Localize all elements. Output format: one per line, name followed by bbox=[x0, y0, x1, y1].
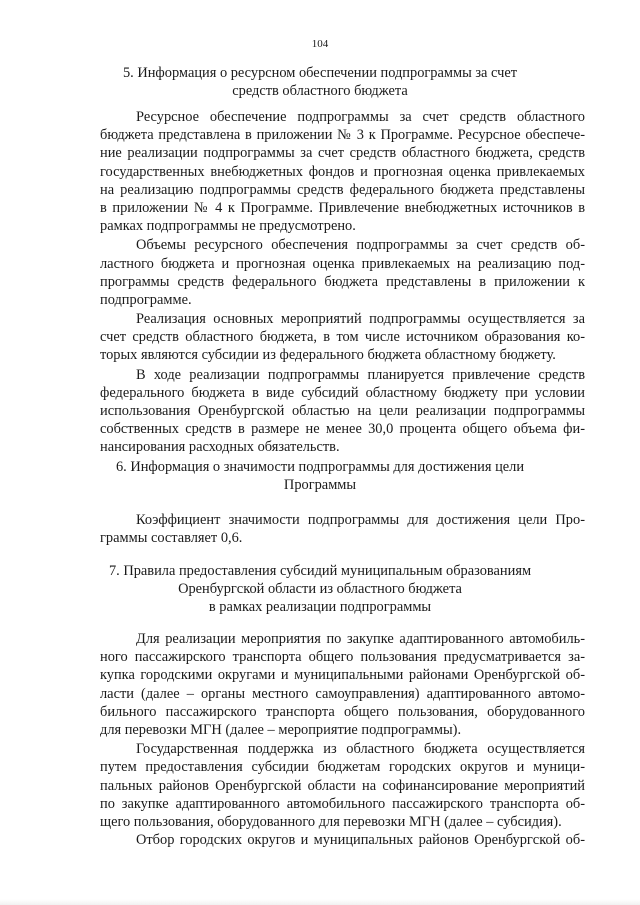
text-line: ластного бюджета и прогнозная оценка привлекаемых на реализацию под- bbox=[100, 255, 585, 272]
page-number: 104 bbox=[311, 38, 329, 50]
section-6-heading bbox=[100, 458, 540, 494]
text-line: купка городскими округами и муниципальными районами Оренбургской об- bbox=[100, 667, 585, 684]
text-line: ние реализации подпрограммы за счет средств областного бюджета, средств bbox=[100, 145, 585, 162]
text-line: государственных внебюджетных фондов и прогнозная оценка привлекаемых bbox=[100, 163, 585, 180]
text-line: рамках подпрограммы не предусмотрено. bbox=[100, 218, 356, 235]
paragraph bbox=[100, 310, 585, 365]
paragraph bbox=[100, 740, 585, 831]
text-line: торых являются субсидии из федерального бюджета областному бюджету. bbox=[100, 347, 556, 364]
text-line: Реализация основных мероприятий подпрограммы осуществляется за bbox=[136, 311, 585, 328]
text-line: использования Оренбургской областью на цели реализации подпрограммы bbox=[100, 403, 585, 419]
paragraph bbox=[100, 366, 585, 457]
text-line: на реализацию подпрограммы средств федерального бюджета представлены bbox=[100, 181, 585, 198]
text-line: щего пользования, оборудованного для перевозки МГН (далее – субсидия). bbox=[100, 813, 562, 830]
text-line: ного пассажирского транспорта общего пользования предусматривается за- bbox=[100, 649, 585, 666]
text-line: бюджета представлена в приложении № 3 к Программе. Ресурсное обеспече- bbox=[100, 127, 585, 144]
text-line: пальных районов Оренбургской области на софинансирование мероприятий bbox=[100, 777, 585, 794]
text-line: Коэффициент значимости подпрограммы для достижения цели Про- bbox=[136, 512, 585, 528]
heading-line: в рамках реализации подпрограммы bbox=[208, 599, 432, 615]
scan-edge-shadow bbox=[0, 899, 640, 905]
text-line: по закупке адаптированного автомобильного пассажирского транспорта об- bbox=[100, 795, 585, 812]
text-line: Ресурсное обеспечение подпрограммы за счет средств областного bbox=[136, 109, 585, 125]
section-7-body bbox=[100, 630, 585, 849]
heading-line: 7. Правила предоставления субсидий муниципальным образованиям bbox=[108, 563, 532, 579]
text-line: ласти (далее – органы местного самоуправления) адаптированного автомо- bbox=[100, 685, 585, 702]
paragraph bbox=[100, 630, 585, 739]
section-7-heading bbox=[100, 562, 540, 616]
text-line: путем предоставления субсидии бюджетам городских округов и муници- bbox=[100, 759, 585, 776]
text-line: федерального бюджета в виде субсидий областному бюджету при условии bbox=[100, 384, 585, 401]
heading-line: средств областного бюджета bbox=[232, 83, 408, 99]
text-line: счет средств областного бюджета, в том числе источником образования ко- bbox=[100, 329, 585, 346]
text-line: В ходе реализации подпрограммы планируется привлечение средств bbox=[136, 366, 585, 383]
text-line: собственных средств в размере не менее 30,0 процента общего объема фи- bbox=[100, 421, 585, 438]
text-line: для перевозки МГН (далее – мероприятие подпрограммы). bbox=[100, 721, 462, 738]
text-line: нансирования расходных обязательств. bbox=[100, 439, 340, 456]
text-line: Для реализации мероприятия по закупке адаптированного автомобиль- bbox=[136, 631, 585, 647]
section-5-heading bbox=[100, 64, 540, 100]
text-line: Объемы ресурсного обеспечения подпрограммы за счет средств об- bbox=[136, 237, 585, 254]
text-line: программы средств федерального бюджета представлены в приложении к bbox=[100, 273, 585, 290]
paragraph bbox=[100, 108, 585, 235]
text-line: Отбор городских округов и муниципальных районов Оренбургской об- bbox=[136, 832, 585, 849]
heading-line: Программы bbox=[283, 477, 357, 493]
paragraph bbox=[100, 236, 585, 309]
text-line: Государственная поддержка из областного бюджета осуществляется bbox=[136, 741, 585, 758]
paragraph bbox=[100, 831, 585, 849]
text-line: граммы составляет 0,6. bbox=[100, 530, 243, 547]
heading-line: 5. Информация о ресурсном обеспечении подпрограммы за счет bbox=[122, 65, 518, 81]
heading-line: Оренбургской области из областного бюджета bbox=[178, 581, 462, 597]
text-line: бильного пассажирского транспорта общего пользования, оборудованного bbox=[100, 703, 585, 720]
paragraph bbox=[100, 511, 585, 547]
section-6-body bbox=[100, 511, 585, 547]
text-line: подпрограмме. bbox=[100, 291, 192, 308]
text-line: в приложении № 4 к Программе. Привлечение внебюджетных источников в bbox=[100, 199, 585, 216]
section-5-body bbox=[100, 108, 585, 457]
heading-line: 6. Информация о значимости подпрограммы для достижения цели bbox=[115, 459, 525, 475]
